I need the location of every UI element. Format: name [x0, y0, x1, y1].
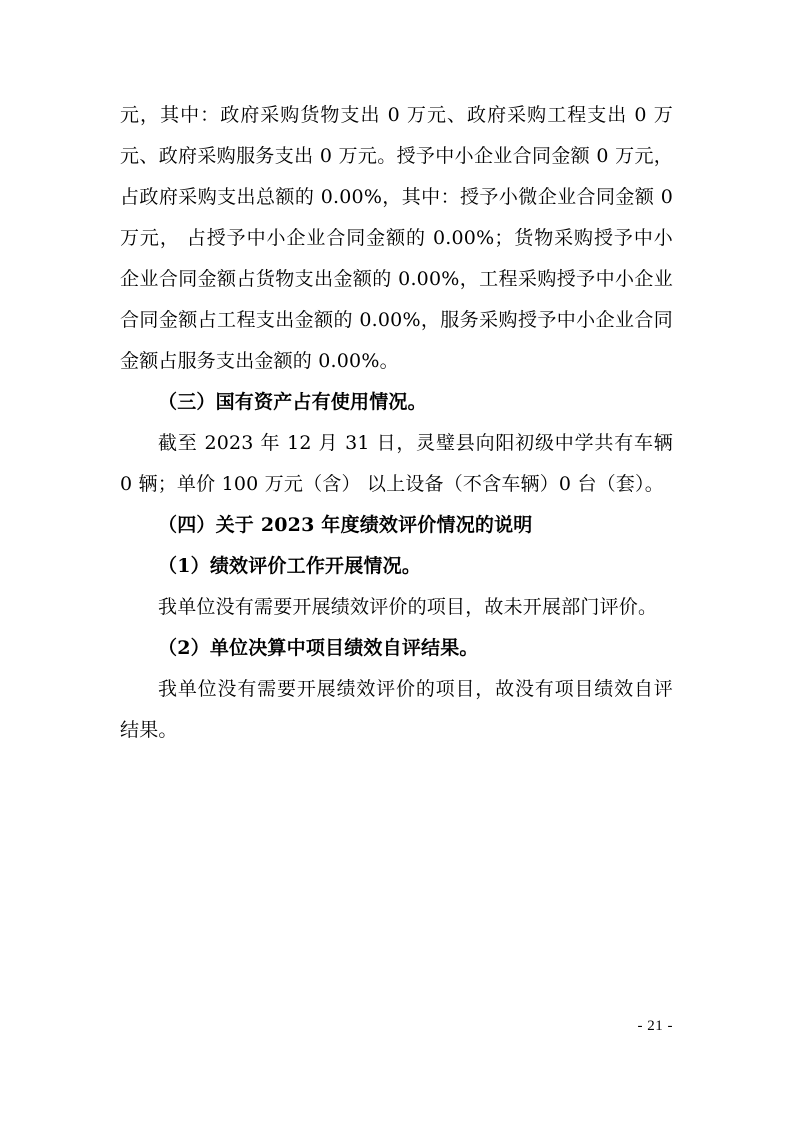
paragraph-performance-selfeval: 我单位没有需要开展绩效评价的项目，故没有项目绩效自评结果。 — [120, 678, 673, 741]
heading-performance-evaluation: （四）关于 2023 年度绩效评价情况的说明 — [158, 514, 533, 536]
paragraph-state-assets: 截至 2023 年 12 月 31 日，灵璧县向阳初级中学共有车辆 0 辆；单价 100 万元（含） 以上设备（不含车辆）0 台（套）。 — [120, 432, 673, 495]
document-body — [120, 95, 673, 751]
page-number: - 21 - — [637, 1018, 673, 1034]
paragraph-performance-work: 我单位没有需要开展绩效评价的项目，故未开展部门评价。 — [158, 596, 658, 618]
heading-performance-work: （1）绩效评价工作开展情况。 — [158, 555, 422, 577]
heading-performance-selfeval: （2）单位决算中项目绩效自评结果。 — [158, 637, 479, 659]
paragraph-procurement: 元，其中：政府采购货物支出 0 万元、政府采购工程支出 0 万元、政府采购服务支出 0 万元。授予中小企业合同金额 0 万元， 占政府采购支出总额的 0.00%，其中：授予小微企业合同金额 0 万元， 占授予中小企业合同金额的 0.00%；货物采购授予中小企业合同金额占货物支出金额的 0.00%，工程采购授予中小企业合同金额占工程支出金额的 0.00%，服务采购授予中小企业合同金额占服务支出金额的 0.00%。 — [120, 104, 673, 372]
heading-state-assets: （三）国有资产占有使用情况。 — [158, 391, 427, 413]
